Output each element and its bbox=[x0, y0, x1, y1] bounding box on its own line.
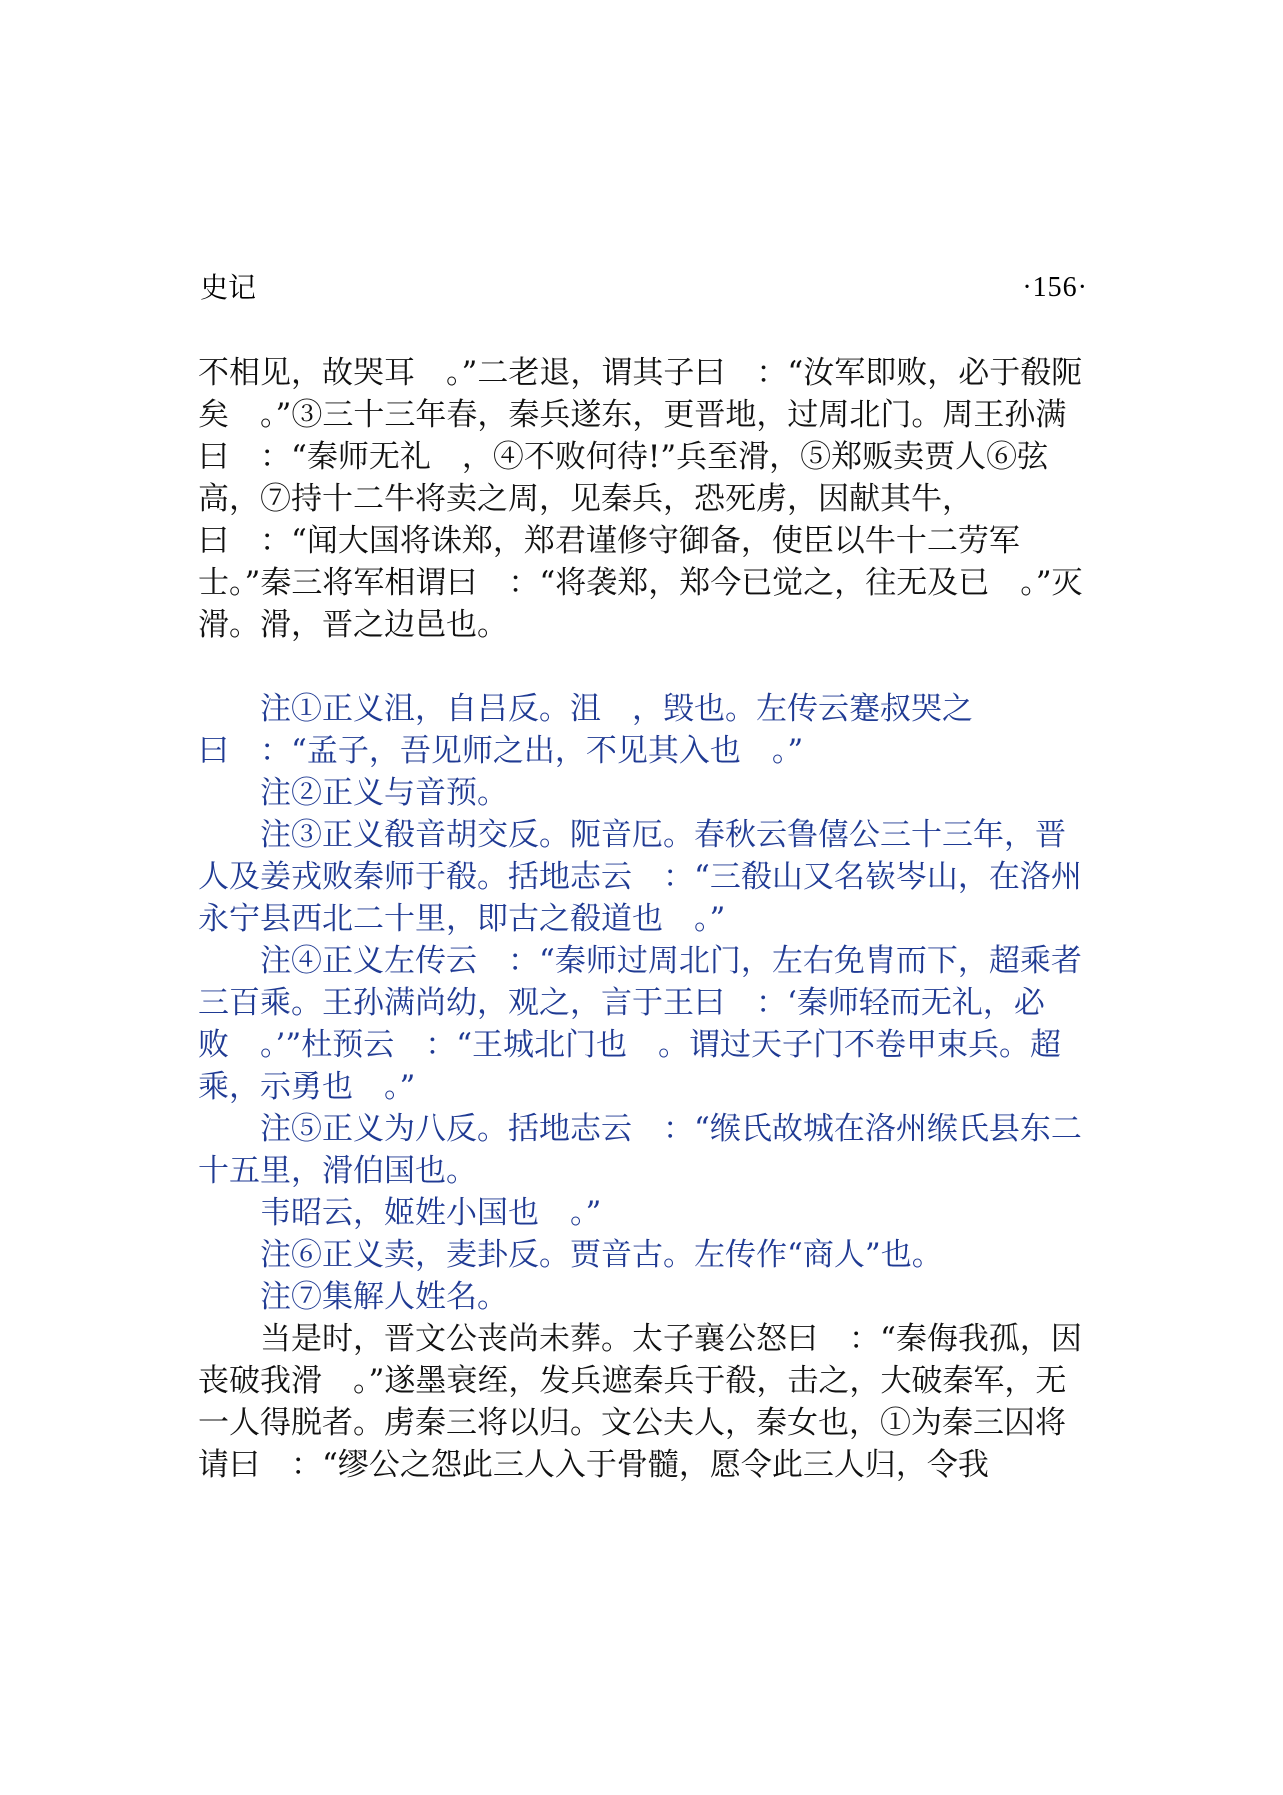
paragraph-spacer bbox=[198, 646, 1090, 688]
annotation-note-3: 注③正义殽音胡交反。阨音厄。春秋云鲁僖公三十三年，晋人及姜戎败秦师于殽。括地志云 ：“三殽山又名嵚岑山，在洛州永宁县西北二十里，即古之殽道也 。” bbox=[198, 817, 1082, 937]
page-number: ·156· bbox=[1022, 272, 1088, 303]
annotation-note-1: 注①正义沮，自吕反。沮 ，毁也。左传云蹇叔哭之曰 ：“孟子，吾见师之出，不见其入也 。” bbox=[198, 691, 973, 769]
main-paragraph: 不相见，故哭耳 。”二老退，谓其子曰 ：“汝军即败，必于殽阨矣 。”③三十三年春，秦兵遂东，更晋地，过周北门。周王孙满曰 ：“秦师无礼 ，④不败何待!”兵至滑，⑤郑贩卖贾人⑥弦高，⑦持十二牛将卖之周，见秦兵，恐死虏，因献其牛，曰 ：“闻大国将诛郑，郑君谨修守御备，使臣以牛十二劳军士。”秦三将军相谓曰 ：“将袭郑，郑今已觉之，往无及已 。”灭滑。滑，晋之边邑也。 bbox=[198, 355, 1083, 643]
annotation-note-2: 注②正义与音预。 bbox=[260, 775, 508, 811]
closing-paragraph: 当是时，晋文公丧尚未葬。太子襄公怒曰 ：“秦侮我孤，因丧破我滑 。”遂墨衰绖，发兵遮秦兵于殽，击之，大破秦军，无一人得脱者。虏秦三将以归。文公夫人，秦女也，①为秦三囚将请曰 ：“缪公之怨此三人入于骨髓，愿令此三人归，令我 bbox=[198, 1321, 1082, 1483]
annotation-note-4: 注④正义左传云 ：“秦师过周北门，左右免胄而下，超乘者三百乘。王孙满尚幼，观之，言于王曰 ：‘秦师轻而无礼，必败 。’”杜预云 ：“王城北门也 。谓过天子门不卷甲束兵。超乘，示勇也 。” bbox=[198, 943, 1082, 1105]
annotation-note-7: 注⑦集解人姓名。 bbox=[260, 1279, 508, 1315]
annotation-note-6: 注⑥正义卖，麦卦反。贾音古。左传作“商人”也。 bbox=[260, 1237, 943, 1273]
book-title: 史记 bbox=[200, 271, 257, 304]
page-content bbox=[198, 352, 1090, 1486]
page-header bbox=[200, 268, 1088, 308]
annotation-note-5: 注⑤正义为八反。括地志云 ：“缑氏故城在洛州缑氏县东二十五里，滑伯国也。 bbox=[198, 1111, 1082, 1189]
annotation-note-5-continued: 韦昭云，姬姓小国也 。” bbox=[260, 1195, 602, 1231]
